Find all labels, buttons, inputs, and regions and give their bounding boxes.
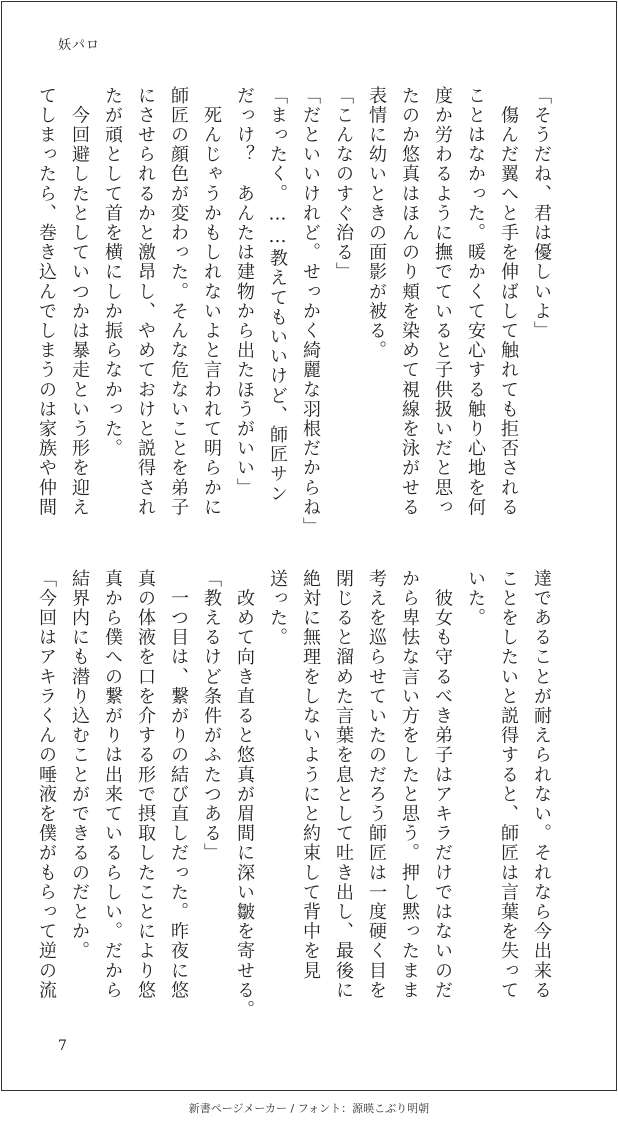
text-line: 達であることが耐えられない。それなら今出来る	[531, 569, 552, 1001]
text-block-bottom	[36, 569, 558, 1020]
text-line: たのか悠真はほんのり頬を染めて視線を泳がせる	[399, 86, 420, 518]
text-line: 度か労わるように撫でていると子供扱いだと思っ	[432, 86, 453, 518]
book-page	[1, 1, 617, 1091]
text-line: 表情に幼いときの面影が被る。	[366, 86, 387, 361]
text-line: 「だといいけれど。せっかく綺麗な羽根だからね」	[300, 86, 321, 537]
text-line: だっけ？ あんたは建物から出たほうがいい」	[234, 86, 255, 498]
text-line: 考えを巡らせていたのだろう師匠は一度硬く目を	[366, 569, 387, 1001]
text-line: ことをしたいと説得すると、師匠は言葉を失って	[498, 569, 519, 1001]
text-line: 絶対に無理をしないようにと約束して背中を見	[300, 569, 321, 981]
text-block-top	[36, 86, 558, 537]
text-line: 真の体液を口を介する形で摂取したことにより悠	[135, 569, 156, 1001]
text-line: てしまったら、巻き込んでしまうのは家族や仲間	[36, 86, 57, 518]
text-line: 結界内にも潜り込むことができるのだとか。	[69, 569, 90, 961]
text-line: 送った。	[267, 569, 288, 648]
text-line: にさせられるかと激昂し、やめておけと説得され	[135, 86, 156, 518]
text-line: 「そうだね、君は優しいよ」	[531, 86, 552, 341]
text-line: 一つ目は、繋がりの結び直しだった。昨夜に悠	[168, 569, 189, 1001]
text-line: 彼女も守るべき弟子はアキラだけではないのだ	[432, 569, 453, 1001]
page-number: 7	[58, 1038, 67, 1054]
running-head: 妖パロ	[58, 38, 101, 53]
text-line: 改めて向き直ると悠真が眉間に深い皺を寄せる。	[234, 569, 255, 1020]
text-line: ことはなかった。暖かくて安心する触り心地を何	[465, 86, 486, 518]
text-line: 「こんなのすぐ治る」	[333, 86, 354, 282]
credit-caption: 新書ページメーカー / フォント：源暎こぶり明朝	[188, 1102, 430, 1115]
text-line: から卑怯な言い方をしたと思う。押し黙ったまま	[399, 569, 420, 1001]
text-line: たが頑として首を横にしか振らなかった。	[102, 86, 123, 459]
text-line: 「今回はアキラくんの唾液を僕がもらって逆の流	[36, 569, 57, 1001]
text-line: 真から僕への繋がりは出来ているらしい。だから	[102, 569, 123, 1001]
text-line: 死んじゃうかもしれないよと言われて明らかに	[201, 86, 222, 518]
text-line: 傷んだ翼へと手を伸ばして触れても拒否される	[498, 86, 519, 518]
text-line: 閉じると溜めた言葉を息として吐き出し、最後に	[333, 569, 354, 1001]
text-line: 今回避したとしていつかは暴走という形を迎え	[69, 86, 90, 518]
text-line: 「まったく。……教えてもいいけど、師匠サン	[267, 86, 288, 504]
text-line: 「教えるけど条件がふたつある」	[201, 569, 222, 863]
text-line: いた。	[465, 569, 486, 628]
text-line: 師匠の顔色が変わった。そんな危ないことを弟子	[168, 86, 189, 518]
